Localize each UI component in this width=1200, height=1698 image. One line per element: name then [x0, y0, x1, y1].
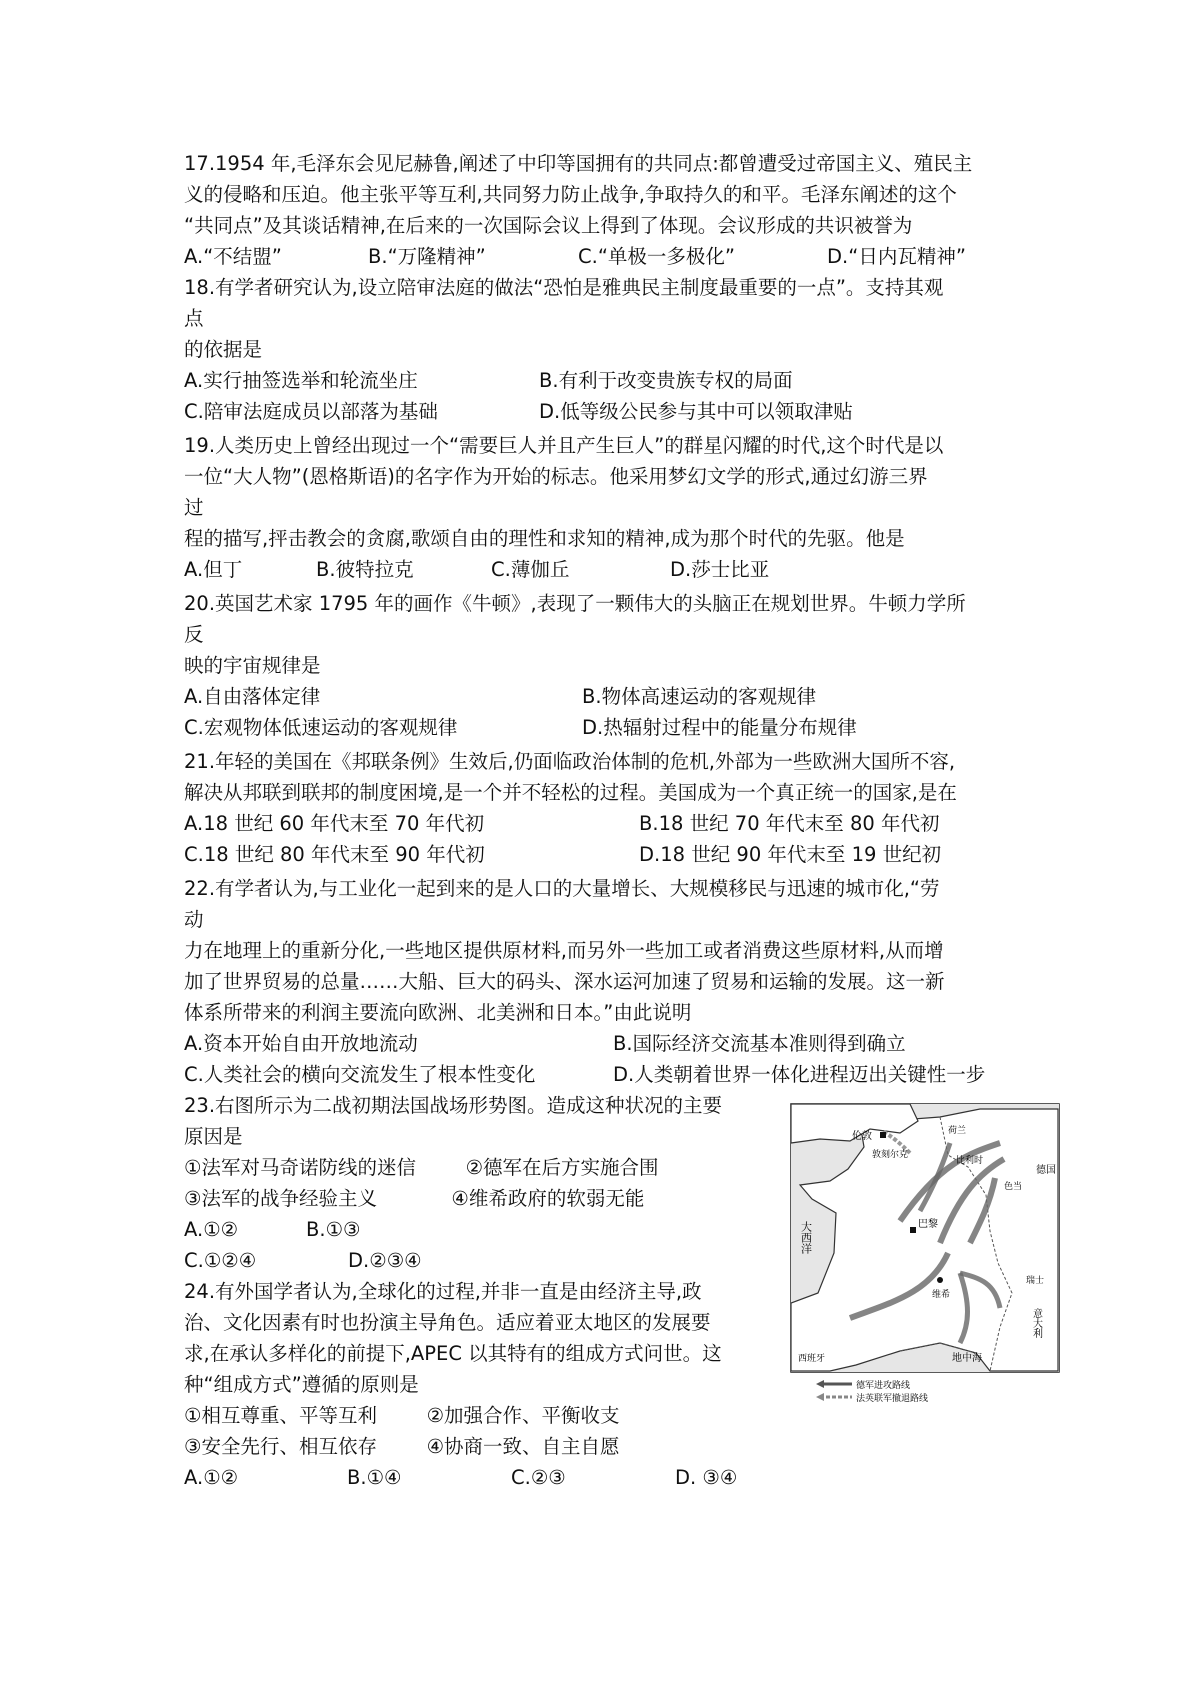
- map-label-paris: 巴黎: [918, 1219, 938, 1230]
- q22-line-3: 力在地理上的重新分化,一些地区提供原材料,而另外一些加工或者消费这些原材料,从而增: [184, 939, 944, 962]
- q19-option-c: C.薄伽丘: [491, 558, 570, 581]
- q22-line-1: 22.有学者认为,与工业化一起到来的是人口的大量增长、大规模移民与迅速的城市化,“劳: [184, 877, 940, 900]
- q17-line-2: 义的侵略和压迫。他主张平等互利,共同努力防止战争,争取持久的和平。毛泽东阐述的这个: [184, 183, 957, 206]
- q21-line-2: 解决从邦联到联邦的制度困境,是一个并不轻松的过程。美国成为一个真正统一的国家,是在: [184, 781, 957, 804]
- map-label-dunkirk: 敦刻尔克: [872, 1150, 909, 1160]
- map-label-london: 伦敦: [852, 1131, 872, 1142]
- q24-option-d: D. ③④: [675, 1466, 738, 1489]
- q19-line-2: 一位“大人物”(恩格斯语)的名字作为开始的标志。他采用梦幻文学的形式,通过幻游三界: [184, 465, 928, 488]
- q24-line-4: 种“组成方式”遵循的原则是: [184, 1373, 419, 1396]
- map-label-spain: 西班牙: [798, 1354, 826, 1364]
- q22-option-d: D.人类朝着世界一体化进程迈出关键性一步: [613, 1063, 986, 1086]
- q23-line-1: 23.右图所示为二战初期法国战场形势图。造成这种状况的主要: [184, 1094, 723, 1117]
- q20-option-c: C.宏观物体低速运动的客观规律: [184, 716, 458, 739]
- q19-option-a: A.但丁: [184, 558, 243, 581]
- q18-option-b: B.有利于改变贵族专权的局面: [539, 369, 793, 392]
- france-battlefield-map: [790, 1103, 1060, 1403]
- q21-line-1: 21.年轻的美国在《邦联条例》生效后,仍面临政治体制的危机,外部为一些欧洲大国所不容,: [184, 750, 956, 773]
- q23-line-4: ③法军的战争经验主义 ④维希政府的软弱无能: [184, 1187, 645, 1210]
- legend-german-attack: 德军进攻路线: [856, 1381, 911, 1391]
- q24-option-a: A.①②: [184, 1466, 239, 1489]
- q17-line-3: “共同点”及其谈话精神,在后来的一次国际会议上得到了体现。会议形成的共识被誉为: [184, 214, 913, 237]
- q19-line-1: 19.人类历史上曾经出现过一个“需要巨人并且产生巨人”的群星闪耀的时代,这个时代是以: [184, 434, 944, 457]
- q17-option-d: D.“日内瓦精神”: [827, 245, 966, 268]
- q22-option-c: C.人类社会的横向交流发生了根本性变化: [184, 1063, 536, 1086]
- map-label-belgium: 比利时: [956, 1156, 984, 1166]
- q22-option-a: A.资本开始自由开放地流动: [184, 1032, 418, 1055]
- q20-line-3: 映的宇宙规律是: [184, 654, 321, 677]
- q23-option-a: A.①②: [184, 1218, 239, 1241]
- q18-option-c: C.陪审法庭成员以部落为基础: [184, 400, 438, 423]
- q23-line-3: ①法军对马奇诺防线的迷信 ②德军在后方实施合围: [184, 1156, 659, 1179]
- q24-option-c: C.②③: [511, 1466, 566, 1489]
- q24-line-2: 治、文化因素有时也扮演主导角色。适应着亚太地区的发展要: [184, 1311, 711, 1334]
- q20-option-b: B.物体高速运动的客观规律: [582, 685, 817, 708]
- q17-option-c: C.“单极一多极化”: [578, 245, 736, 268]
- q24-option-b: B.①④: [347, 1466, 402, 1489]
- q24-line-6: ③安全先行、相互依存 ④协商一致、自主自愿: [184, 1435, 620, 1458]
- map-label-germany: 德国: [1036, 1165, 1056, 1176]
- map-label-atlantic: 大西洋: [799, 1221, 813, 1254]
- q18-line-3: 的依据是: [184, 338, 263, 361]
- q18-option-a: A.实行抽签选举和轮流坐庄: [184, 369, 418, 392]
- q18-line-2: 点: [184, 307, 204, 330]
- q23-option-c: C.①②④: [184, 1249, 257, 1272]
- map-label-mediterranean: 地中海: [952, 1353, 982, 1364]
- q17-option-b: B.“万隆精神”: [368, 245, 486, 268]
- q20-line-2: 反: [184, 623, 204, 646]
- q19-line-3: 过: [184, 496, 204, 519]
- q19-option-d: D.莎士比亚: [670, 558, 770, 581]
- q19-line-4: 程的描写,抨击教会的贪腐,歌颂自由的理性和求知的精神,成为那个时代的先驱。他是: [184, 527, 905, 550]
- q21-option-d: D.18 世纪 90 年代末至 19 世纪初: [639, 843, 942, 866]
- q24-line-1: 24.有外国学者认为,全球化的过程,并非一直是由经济主导,政: [184, 1280, 702, 1303]
- legend-allied-retreat: 法英联军撤退路线: [856, 1394, 929, 1403]
- q23-option-d: D.②③④: [348, 1249, 422, 1272]
- map-label-sedan: 色当: [1004, 1182, 1023, 1192]
- q24-line-3: 求,在承认多样化的前提下,APEC 以其特有的组成方式问世。这: [184, 1342, 722, 1365]
- q18-line-1: 18.有学者研究认为,设立陪审法庭的做法“恐怕是雅典民主制度最重要的一点”。支持其观: [184, 276, 944, 299]
- q20-option-a: A.自由落体定律: [184, 685, 321, 708]
- q22-line-2: 动: [184, 908, 204, 931]
- q17-line-1: 17.1954 年,毛泽东会见尼赫鲁,阐述了中印等国拥有的共同点:都曾遭受过帝国主义、殖民主: [184, 152, 973, 175]
- q20-option-d: D.热辐射过程中的能量分布规律: [582, 716, 857, 739]
- q20-line-1: 20.英国艺术家 1795 年的画作《牛顿》,表现了一颗伟大的头脑正在规划世界。牛顿力学所: [184, 592, 966, 615]
- q23-option-b: B.①③: [306, 1218, 361, 1241]
- q19-option-b: B.彼特拉克: [316, 558, 414, 581]
- q21-option-a: A.18 世纪 60 年代末至 70 年代初: [184, 812, 485, 835]
- map-label-netherlands: 荷兰: [948, 1126, 967, 1136]
- map-label-italy: 意大利: [1030, 1308, 1042, 1338]
- q21-option-c: C.18 世纪 80 年代末至 90 年代初: [184, 843, 485, 866]
- q21-option-b: B.18 世纪 70 年代末至 80 年代初: [639, 812, 940, 835]
- q22-option-b: B.国际经济交流基本准则得到确立: [613, 1032, 906, 1055]
- q17-option-a: A.“不结盟”: [184, 245, 282, 268]
- q23-line-2: 原因是: [184, 1125, 243, 1148]
- map-label-vichy: 维希: [932, 1290, 951, 1300]
- q18-option-d: D.低等级公民参与其中可以领取津贴: [539, 400, 853, 423]
- map-label-switzerland: 瑞士: [1026, 1276, 1045, 1286]
- q22-line-5: 体系所带来的利润主要流向欧洲、北美洲和日本。”由此说明: [184, 1001, 692, 1024]
- q24-line-5: ①相互尊重、平等互利 ②加强合作、平衡收支: [184, 1404, 620, 1427]
- q22-line-4: 加了世界贸易的总量……大船、巨大的码头、深水运河加速了贸易和运输的发展。这一新: [184, 970, 945, 993]
